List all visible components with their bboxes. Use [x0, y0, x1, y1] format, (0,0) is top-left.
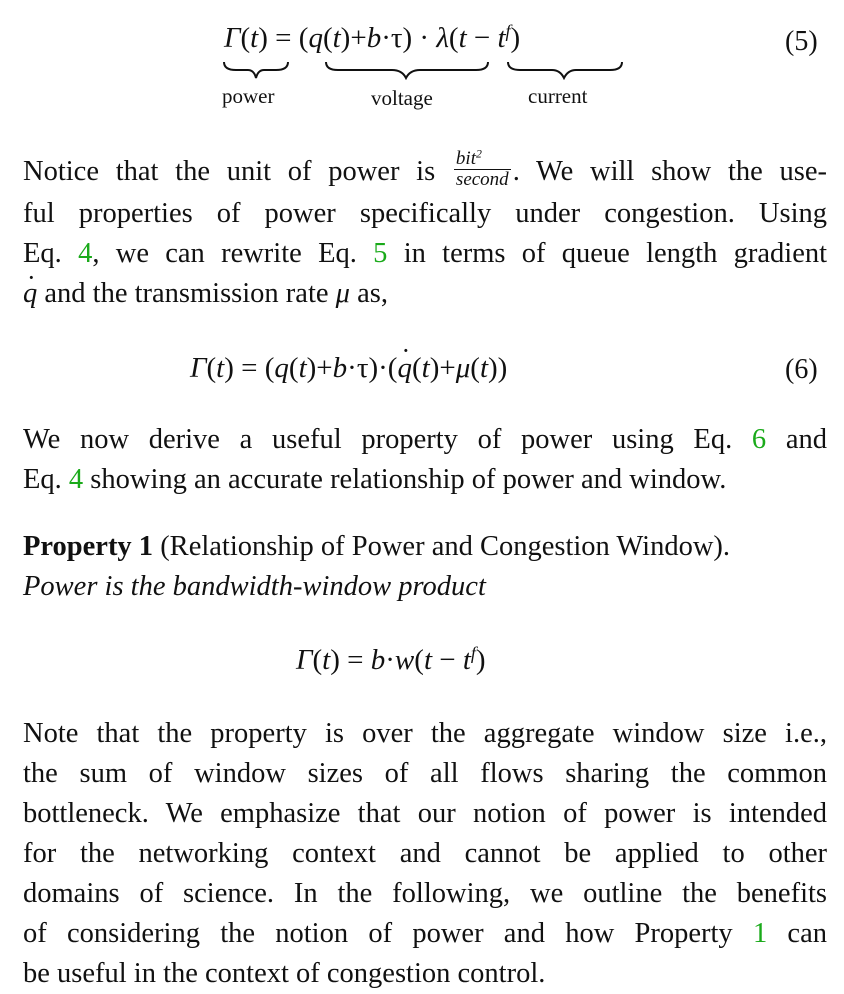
para3-line1: Note that the property is over the aggregate window size i.e.,	[23, 718, 827, 749]
equation-number-5: (5)	[785, 26, 818, 57]
para3-line3: bottleneck. We emphasize that our notion of power is intended	[23, 798, 827, 829]
brace-voltage	[326, 62, 488, 78]
paragraph-1	[23, 147, 828, 314]
paragraph-3	[23, 714, 827, 994]
para3-line7: be useful in the context of congestion control.	[23, 958, 546, 989]
para1-line3: Eq. 4, we can rewrite Eq. 5 in terms of queue length gradient	[23, 237, 828, 269]
property-equation: $\Gamma(t) = b\cdot w(t - t^f)$	[296, 643, 486, 676]
paragraph-2	[23, 420, 827, 500]
para1-line2: ful properties of power specifically under congestion. Using	[23, 197, 827, 229]
para2-line1: We now derive a useful property of power using Eq. 6 and	[23, 424, 827, 455]
para3-line5: domains of science. In the following, we outline the benefits	[23, 878, 827, 909]
label-current: current	[528, 84, 588, 108]
para1-line1: Notice that the unit of power is $\frac{bit^2}{\text{second}}$ . We will show the use-	[23, 147, 827, 190]
brace-current	[508, 62, 622, 78]
label-power: power	[222, 84, 275, 108]
ref-eq4[interactable]: 4	[78, 237, 93, 269]
ref-eq5[interactable]: 5	[373, 237, 388, 269]
para3-line6: of considering the notion of power and how Property 1 can	[23, 918, 827, 949]
ref-eq4-second[interactable]: 4	[68, 464, 84, 495]
eq5-current-term: $\lambda(t - t^f)$	[436, 21, 521, 54]
ref-property-1[interactable]: 1	[752, 918, 768, 949]
property-statement: Power is the bandwidth-window product	[23, 571, 486, 602]
eq5-power-term: Γ(t)	[224, 22, 268, 54]
para1-line4: q · and the transmission rate μ as,	[23, 274, 827, 314]
property-title: Property 1	[23, 531, 154, 562]
equation-number-6: (6)	[785, 354, 818, 385]
para2-line2: Eq. 4 showing an accurate relationship of power and window.	[23, 464, 727, 495]
equation-6: Γ(t) = (q(t)+b·τ)·(q ·(t)+μ(t))	[190, 352, 507, 385]
eq5-voltage-term: (q(t)+b·τ)	[298, 22, 413, 54]
property-1	[23, 527, 827, 607]
para3-line2: the sum of window sizes of all flows sharing the common	[23, 758, 827, 789]
brace-power	[224, 62, 288, 78]
label-voltage: voltage	[371, 86, 433, 110]
property-heading: Property 1 (Relationship of Power and Congestion Window).	[23, 531, 731, 562]
ref-eq6[interactable]: 6	[751, 424, 767, 455]
eq5-underbraces	[222, 60, 642, 80]
para3-line4: for the networking context and cannot be applied to other	[23, 838, 827, 869]
unit-fraction: $\frac{bit^2}{\text{second}}$	[455, 147, 509, 190]
equation-5: $\Gamma(t) = (q(t)+b\cdot\tau) \cdot \lambda(t - t^f)$	[224, 21, 521, 54]
